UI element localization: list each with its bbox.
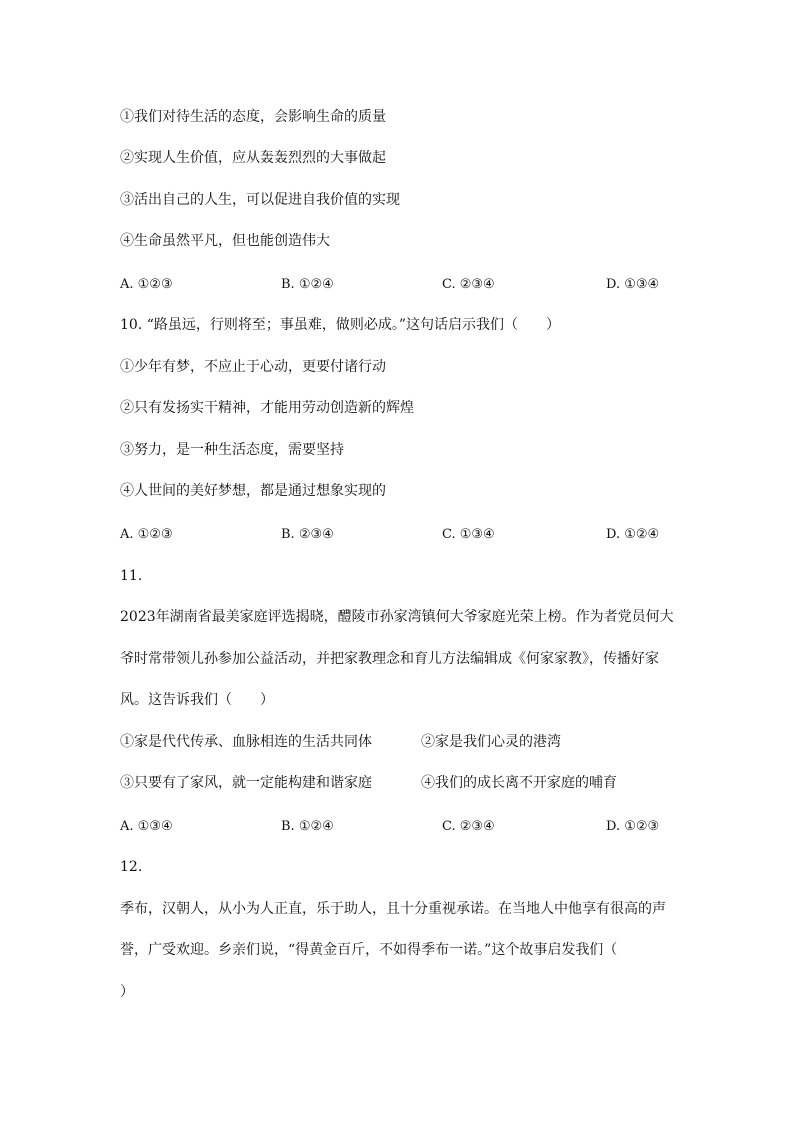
q10-item-4: ④人世间的美好梦想，都是通过想象实现的 [120, 483, 386, 499]
q12-number: 12. [120, 859, 143, 875]
q11-stem-line-1: 2023年湖南省最美家庭评选揭晓，醴陵市孙家湾镇何大爷家庭光荣上榜。作为者党员何大 [120, 609, 674, 625]
q9-option-c: C. ②③④ [442, 277, 495, 292]
q10-stem: 10. “路虽远，行则将至；事虽难，做则必成。”这句话启示我们（ ） [120, 317, 561, 333]
q10-item-2: ②只有发扬实干精神，才能用劳动创造新的辉煌 [120, 400, 414, 416]
q10-item-3: ③努力，是一种生活态度，需要坚持 [120, 442, 344, 458]
q11-item-1: ①家是代代传承、血脉相连的生活共同体 [120, 734, 372, 750]
q10-option-c: C. ①③④ [442, 527, 495, 542]
q10-option-a: A. ①②③ [120, 527, 173, 542]
q9-option-b: B. ①②④ [281, 277, 334, 292]
q12-stem-line-2: 誉，广受欢迎。乡亲们说，“得黄金百斤，不如得季布一诺。”这个故事启发我们（ [120, 942, 618, 958]
q11-option-b: B. ①②④ [281, 819, 334, 834]
q11-stem-line-2: 爷时常带领儿孙参加公益活动，并把家教理念和育儿方法编辑成《何家家教》，传播好家 [120, 651, 659, 667]
q9-item-1: ①我们对待生活的态度，会影响生命的质量 [120, 109, 386, 125]
q11-number: 11. [120, 568, 143, 584]
q11-stem-line-3: 风。这告诉我们（ ） [120, 692, 274, 708]
q9-option-d: D. ①③④ [606, 277, 660, 292]
q9-item-4: ④生命虽然平凡，但也能创造伟大 [120, 233, 330, 249]
q11-option-a: A. ①③④ [120, 819, 173, 834]
q11-item-2: ②家是我们心灵的港湾 [421, 734, 561, 750]
q10-option-b: B. ②③④ [281, 527, 334, 542]
q9-item-3: ③活出自己的人生，可以促进自我价值的实现 [120, 192, 400, 208]
q9-option-a: A. ①②③ [120, 277, 173, 292]
q11-item-4: ④我们的成长离不开家庭的哺育 [421, 775, 617, 791]
q10-option-d: D. ①②④ [606, 527, 660, 542]
q11-item-3: ③只要有了家风，就一定能构建和谐家庭 [120, 775, 372, 791]
q12-stem-line-3: ） [120, 984, 134, 1000]
q11-option-d: D. ①②③ [606, 819, 660, 834]
q11-option-c: C. ②③④ [442, 819, 495, 834]
q10-item-1: ①少年有梦，不应止于心动，更要付诸行动 [120, 359, 386, 375]
q12-stem-line-1: 季布，汉朝人，从小为人正直，乐于助人，且十分重视承诺。在当地人中他享有很高的声 [120, 901, 666, 917]
q9-item-2: ②实现人生价值，应从轰轰烈烈的大事做起 [120, 150, 386, 166]
